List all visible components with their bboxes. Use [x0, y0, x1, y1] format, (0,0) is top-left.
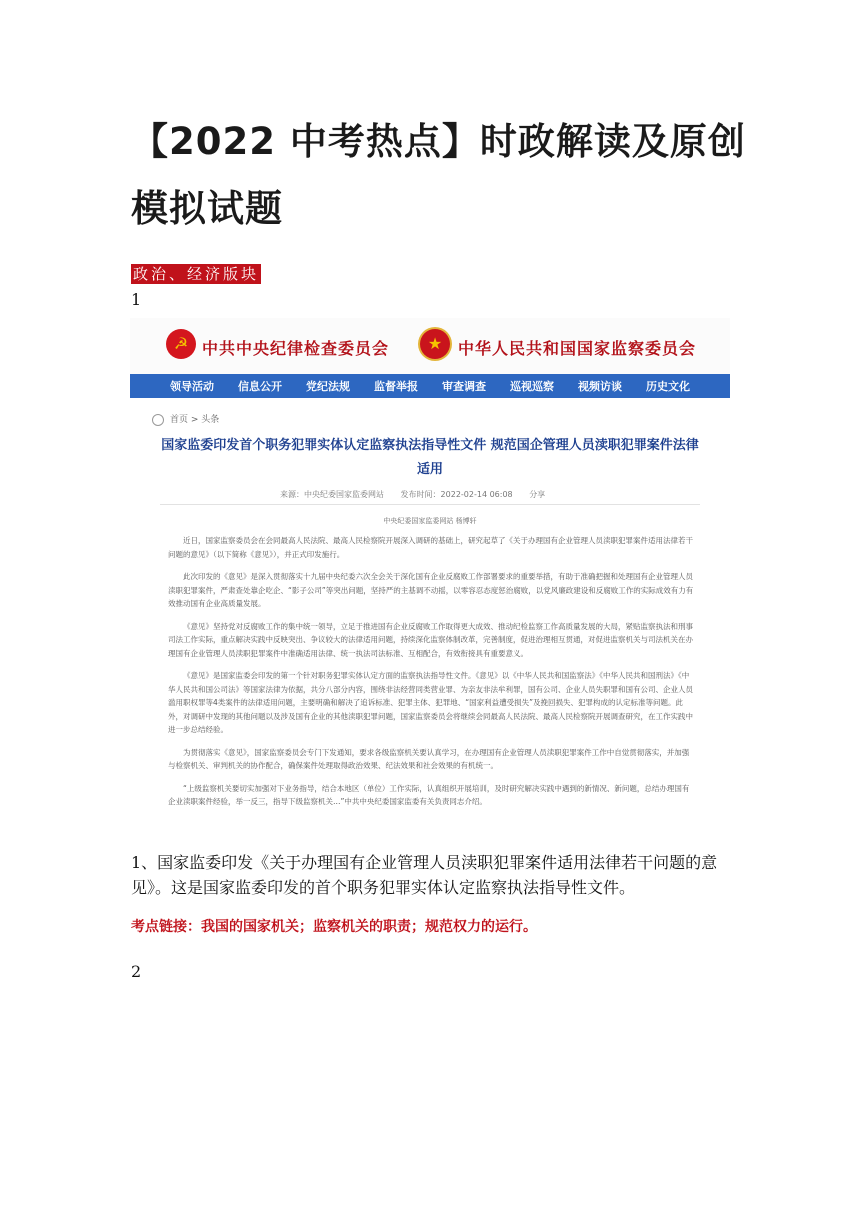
state-emblem-icon: ★ [420, 329, 450, 359]
exam-point-link: 考点链接：我国的国家机关；监察机关的职责；规范权力的运行。 [131, 919, 537, 935]
party-emblem-icon: ☭ [166, 329, 196, 359]
article-paragraph: 近日，国家监察委员会在会同最高人民法院、最高人民检察院开展深入调研的基础上，研究起草了《关于办理国有企业管理人员渎职犯罪案件适用法律若干问题的意见》（以下简称《意见》），并正式印发施行。 [168, 536, 693, 559]
site-banner [130, 318, 730, 374]
breadcrumb [152, 412, 219, 426]
site-nav [130, 374, 730, 398]
article-body [168, 534, 696, 818]
item-number-2: 2 [131, 962, 142, 981]
breadcrumb-text: 首页 > 头条 [170, 415, 220, 425]
nav-item: 监督举报 [374, 380, 418, 393]
article-time: 发布时间：2022-02-14 06:08 [400, 490, 513, 499]
article-paragraph: “上级监察机关要切实加强对下业务指导，结合本地区（单位）工作实际，认真组织开展培训，及时研究解决实践中遇到的新情况、新问题，总结办理国有企业渎职案件经验，举一反三，指导下级监察机关…”中共中央纪委国家监委有关负责同志介绍。 [168, 783, 690, 806]
nav-item: 党纪法规 [306, 380, 350, 393]
nav-item: 信息公开 [238, 380, 282, 393]
nav-item: 历史文化 [646, 380, 690, 393]
article-paragraph: 《意见》是国家监委会印发的第一个针对职务犯罪实体认定方面的监察执法指导性文件。《意见》以《中华人民共和国监察法》《中华人民共和国刑法》《中华人民共和国公司法》等国家法律为依据，共分八部分内容，围绕非法经营同类营业罪、为亲友非法牟利罪，国有公司、企业人员失职罪和国有公司、企业人员滥用职权罪等4类案件的法律适用问题，主要明确和解决了追诉标准、犯罪主体、犯罪地、“国家利益遭受损失”及挽回损失、犯罪构成的认定标准等问题。此外，对调研中发现的其他问题以及涉及国有企业的其他渎职犯罪问题，国家监察委员会将继续会同最高人民法院、最高人民检察院开展调查研究，在工作实践中进一步总结经验。 [168, 671, 693, 734]
article-title: 国家监委印发首个职务犯罪实体认定监察执法指导性文件 规范国企管理人员渎职犯罪案件法律适用 [161, 438, 699, 477]
banner-right-name: 中华人民共和国国家监察委员会 [458, 339, 697, 358]
article-paragraph: 为贯彻落实《意见》，国家监察委员会专门下发通知，要求各级监察机关要认真学习，在办理国有企业管理人员渎职犯罪案件工作中自觉贯彻落实，并加强与检察机关、审判机关的协作配合，确保案件处理取得政治效果、纪法效果和社会效果的有机统一。 [168, 747, 690, 770]
location-icon [152, 414, 164, 426]
nav-item: 领导活动 [170, 380, 214, 393]
section-label: 政治、经济版块 [133, 265, 260, 283]
article-source: 来源：中央纪委国家监委网站 [280, 490, 384, 499]
banner-left-name: 中共中央纪律检查委员会 [202, 339, 390, 358]
article-meta [280, 489, 559, 500]
page-title: 【2022 中考热点】时政解读及原创模拟试题 [131, 120, 746, 230]
item-caption: 1、国家监委印发《关于办理国有企业管理人员渎职犯罪案件适用法律若干问题的意见》。这是国家监委印发的首个职务犯罪实体认定监察执法指导性文件。 [131, 853, 718, 897]
article-paragraph: 《意见》坚持党对反腐败工作的集中统一领导，立足于推进国有企业反腐败工作取得更大成效、推动纪检监察工作高质量发展的大局，紧贴监察执法和刑事司法工作实际，重点解决实践中反映突出、争议较大的法律适用问题，持续深化监察体制改革，完善制度，促进治理相互贯通，对促进监察机关与司法机关在办理国有企业管理人员渎职犯罪案件中准确适用法律、统一执法司法标准、互相配合，有效衔接具有重要意义。 [168, 621, 693, 658]
news-screenshot [130, 318, 730, 838]
nav-item: 视频访谈 [578, 380, 622, 393]
divider [160, 504, 700, 505]
article-byline: 中央纪委国家监委网站 杨博轩 [383, 517, 477, 525]
article-paragraph: 此次印发的《意见》是深入贯彻落实十九届中央纪委六次全会关于深化国有企业反腐败工作部署要求的重要举措，有助于准确把握和处理国有企业管理人员渎职犯罪案件，严肃查处靠企吃企、“影子公司”等突出问题，坚持严的主基调不动摇，以零容忍态度惩治腐败，以党风廉政建设和反腐败工作的实际成效有力有效推动国有企业高质量发展。 [168, 572, 694, 608]
share-label: 分享 [529, 490, 546, 499]
item-number-1: 1 [131, 290, 142, 309]
nav-item: 巡视巡察 [510, 380, 554, 393]
nav-item: 审查调查 [442, 380, 486, 393]
